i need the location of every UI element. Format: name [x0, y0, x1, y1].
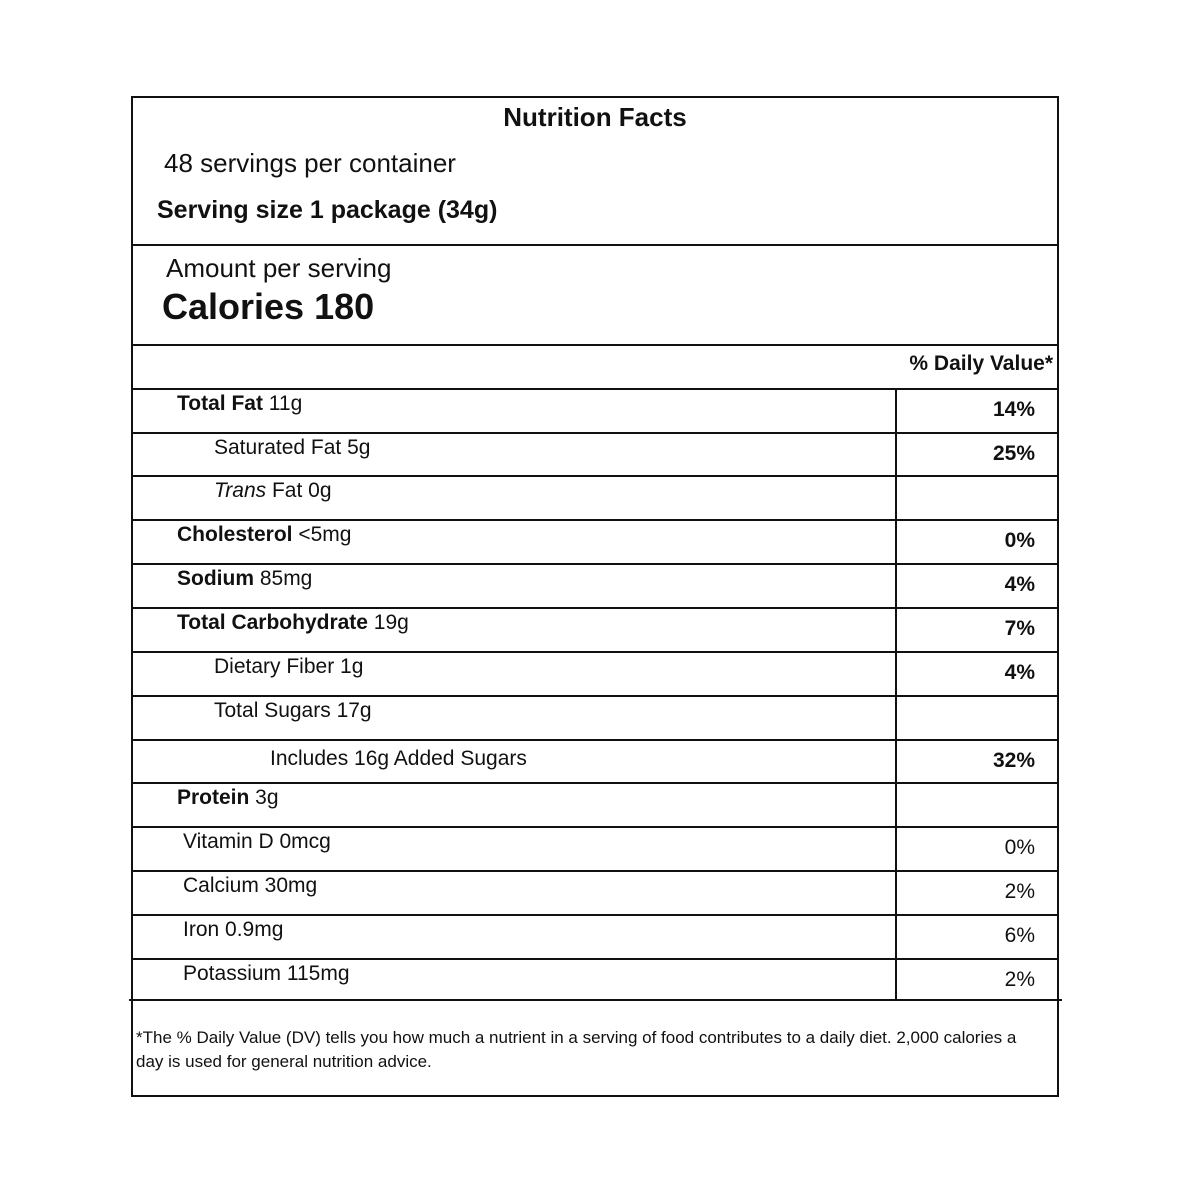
- nutrient-row-sodium: [133, 565, 1057, 609]
- calories: Calories 180: [162, 286, 375, 327]
- nutrient-row-total-sugars: [133, 697, 1057, 741]
- nutrient-daily-value: 4%: [1004, 573, 1035, 596]
- nutrient-daily-value: 2%: [1004, 880, 1035, 903]
- nutrient-name: Total Sugars 17g: [214, 699, 372, 722]
- label-title: Nutrition Facts: [503, 102, 687, 132]
- nutrient-name: Calcium 30mg: [183, 874, 318, 897]
- nutrient-row-calcium: [133, 872, 1057, 916]
- nutrient-daily-value: 7%: [1004, 617, 1035, 640]
- nutrient-row-potassium: [133, 960, 1057, 1004]
- nutrition-facts-label: [131, 96, 1059, 1097]
- nutrient-daily-value: 25%: [992, 442, 1035, 465]
- divider: [133, 344, 1057, 346]
- daily-value-footnote: *The % Daily Value (DV) tells you how much a nutrient in a serving of food contributes to a daily diet. 2,000 calories a day is used for general nutrition advice.: [136, 1028, 1017, 1071]
- nutrient-row-total-fat: [133, 390, 1057, 434]
- nutrient-daily-value: 0%: [1004, 529, 1035, 552]
- nutrient-name: Total Carbohydrate 19g: [177, 611, 409, 634]
- nutrient-row-trans-fat: [133, 477, 1057, 521]
- nutrient-daily-value: 4%: [1004, 661, 1035, 684]
- nutrient-row-total-carbohydrate: [133, 609, 1057, 653]
- nutrient-name: Potassium 115mg: [183, 962, 350, 985]
- daily-value-header: % Daily Value*: [909, 352, 1053, 375]
- nutrient-name: Saturated Fat 5g: [214, 436, 371, 459]
- nutrient-daily-value: 0%: [1004, 836, 1035, 859]
- nutrient-row-protein: [133, 784, 1057, 828]
- nutrient-daily-value: 14%: [992, 398, 1035, 421]
- nutrient-row-cholesterol: [133, 521, 1057, 565]
- amount-per-serving: Amount per serving: [166, 253, 392, 283]
- nutrient-row-iron: [133, 916, 1057, 960]
- nutrient-name: Sodium 85mg: [177, 567, 313, 590]
- servings-per-container: 48 servings per container: [164, 148, 456, 178]
- nutrient-name: Protein 3g: [177, 786, 279, 809]
- nutrient-name: Vitamin D 0mcg: [183, 830, 331, 853]
- nutrient-daily-value: 2%: [1004, 968, 1035, 991]
- nutrient-name: Iron 0.9mg: [183, 918, 284, 941]
- nutrient-name: Trans Fat 0g: [214, 479, 332, 502]
- serving-size: Serving size 1 package (34g): [157, 196, 498, 224]
- nutrient-daily-value: 32%: [992, 749, 1035, 772]
- nutrient-row-saturated-fat: [133, 434, 1057, 478]
- nutrient-row-added-sugars: [133, 741, 1057, 785]
- nutrient-name: Includes 16g Added Sugars: [270, 747, 527, 770]
- nutrient-name: Dietary Fiber 1g: [214, 655, 364, 678]
- table-bottom-border: [129, 999, 1062, 1001]
- nutrient-row-dietary-fiber: [133, 653, 1057, 697]
- divider: [133, 244, 1057, 246]
- nutrient-name: Cholesterol <5mg: [177, 523, 352, 546]
- nutrient-name: Total Fat 11g: [177, 392, 303, 415]
- nutrient-daily-value: 6%: [1004, 924, 1035, 947]
- nutrient-row-vitamin-d: [133, 828, 1057, 872]
